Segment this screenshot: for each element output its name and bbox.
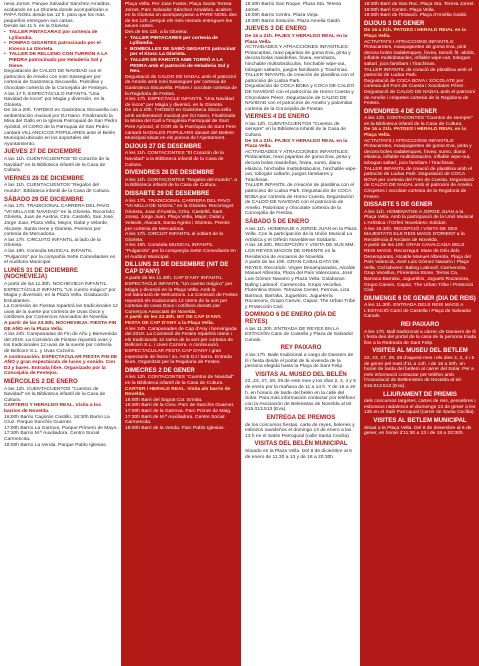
- event-text: A les 11h. CONTACONTES "Regalos del mundo". a la Biblioteca infantil de la Casa de Cultura.: [125, 177, 238, 189]
- activities-list: [4, 30, 118, 69]
- event-text: A las 19h. Comedia MUSICAL INFANTIL "Pulgarcito" por la compañía Sette Comediantes en el Auditorio Municipal.: [4, 248, 116, 266]
- event-text: De 16 a 21h. PATGES I HERALD REIAL en la Plaça Vella.: [364, 127, 466, 139]
- day-heading: JUEVES 3 DE ENERO: [245, 26, 307, 33]
- list-item: • POMPAS GIGANTES patrocinado por el Kiosco La Glorieta.: [9, 41, 118, 52]
- event-text: A les 19h. Comèdia MUSICAL INFANTIL "Pulgarcito" per la companyia Sette Comediants en el Auditori Municipal.: [125, 243, 236, 260]
- event-text: A les 17h. Ball tradicional a càrrec de Dansers de Ili i festa des del portal de la casa de la persona triada fins a la Redonda de Sant Felip.: [364, 329, 477, 346]
- event-text: A las 17h. Baile tradicional a cargo de Dansers de Ili i fiesta desde el portal de la vivienda de la persona elegida hasta la Plaça de Sant Felip.: [245, 353, 354, 370]
- day-heading: MIÉRCOLES 2 DE ENERO: [4, 379, 78, 385]
- event-text: TALLER INFANTIL de creació de plastilina amb el patrocini de Ludoa Park.: [364, 67, 472, 79]
- event-text: De 16 a 20h. TARDEO en Gastroteca Sisca vella amb ambientació musical per DJ Nano. Finalitzada la Missa del Gall a l'Església Parroquial de Sant Pere Apòstol, el COR de la Parròquia de Sant Pere cantarà NADALES POPULARS davant del Betlem Municipal situat en els porxos de l'Ajuntament.: [125, 108, 236, 142]
- day-heading: DIMECRES 2 DE GENER: [125, 367, 195, 374]
- event-text: TALLER INFANTIL de creación de plastilina con el patrocinio de Ludoa Park.: [245, 73, 355, 84]
- day-heading: DISSABTE 29 DE DESEMBRE: [125, 191, 210, 197]
- day-heading: SÁBADO 5 DE ENERO: [245, 218, 310, 225]
- event-text: Degustació de COCA BOVA I XOCOLATE per cortesia del Forn de Cuesta i Xocolates Pérez. Degustació de CALDO DE NADAL amb el patrocini de Amelio i crispetes cortesia de la Regidoria de Festes.: [364, 78, 475, 107]
- day-heading: DISSABTE 5 DE GENER: [364, 202, 433, 209]
- intro-text: Plaça Vella. Per Joan Fuster, Plaça Santa Teresa Jornet, Parc Salvador Sánchez Arnaldos, acaben en la Glorieta on acompanyaran a PARE NOEL des de les 12h. perquè els més menuts entreguen les seues cartes.: [125, 2, 237, 30]
- day-heading: DIUMENGE 6 DE GENER (DIA DE REIS): [364, 295, 476, 302]
- program-column-spanish-1: [0, 0, 121, 666]
- section-heading: REY PAIXARO: [280, 345, 322, 352]
- event-text: A partir de les 23.30h. NIT DE CAP D'ANY. FESTA DE CAP D'ANY a la Plaça Vella.: [125, 315, 222, 327]
- event-text: 16:30h Barri de la Creu. Parc de Sanchis Guarner.: [125, 403, 235, 409]
- section-heading: VISITES AL BETLEM MUNICIPAL: [373, 417, 467, 424]
- program-column-valencian-1: [121, 0, 241, 666]
- event-text: 16:00h Barri del Sagrat Cor. Ermita.: [125, 397, 203, 403]
- event-text: A les 17h. TRADICIONAL CARRERA DEL PAVO "VII MILLA DE NADAL" en la Glorieta. Recorregut: Glorieta, Joan d'Àustria, Crtra. Castelló, Sant Josep, Jorge Juan, Plaça Vella, Major, Dalat y Velarde, Alacant, Santa Agnès i Glorieta. Premis per cortesia de Mercadona.: [125, 198, 235, 232]
- event-text: 18:30h Barrio San Roque. Plaza Sta. Teresa Jornet.: [245, 2, 342, 13]
- event-text: A partir de las 11.30h. NOCHEVIEJA INFANTIL. ESPECTÁCULO INFANTIL "Un cuento mágico" por Magia y diversión, en la Plaza Vella. Graduación Estudiantes.: [4, 281, 116, 304]
- event-text: A continuación, ESPECTACULAR FIESTA FIN DE AÑO y gran espectáculo de luces y sonido. Con DJ y bares. Entrada libre. Organizado por la Concejalía de Festejos.: [4, 354, 118, 377]
- event-text: A las 17 h. ESPECTÁCULO INFANTIL "Una Navidad de locos" por Magia y diversión, en la Glorieta.: [4, 91, 105, 108]
- event-text: A las 11h. CUENTACUENTOS "Regalos del mundo". Biblioteca infantil de la Casa de Cultura.: [4, 183, 111, 194]
- event-text: de los concursos fiestas, carta de reyes, belenes y esbozos navideños el domingo 13 de enero a las 13 h en el Salón Parroquial (calle Santa Cecilia).: [245, 422, 355, 439]
- event-text: De 16 a 21h. PAJES Y HERALDO REAL en la Plaza Vella.: [245, 33, 348, 45]
- event-text: A las 12h. CUENTACUENTOS "Cuentos de Navidad" en la Biblioteca infantil de la Casa de Cultura.: [4, 386, 106, 403]
- day-heading: LUNES 31 DE DICIEMBRE (NOCHEVIEJA): [4, 267, 79, 281]
- event-text: A partir de las 19h. GRAN CABALGATA DE REYES. Recorrido: Virgen Desamparados, Alcalde Manuel Alberola, Plaza del País Valenciano, José Luis Gómez Navarro y Plaza Vella. Colaboran: Baling Latinoof, Carmencita, Grupo Vecellus, Florentina Stone, Terrazas Center, Ferrova, Liza Barraca, Barraka, Juguetilos, Juguetería Rocamora, Grupo Canvin, Capaz, The Urban Tribe y Protección Civil.: [245, 260, 356, 310]
- event-text: De 16 a 21h. PAJES Y HERALDO REAL en la Plaza Vella.: [245, 138, 348, 150]
- event-text: 18:00h Barri de la Venda. Parc Pablo Iglesias.: [125, 425, 225, 431]
- event-text: 18:00h Barrio La Venda. Parque Pablo Iglesias.: [4, 442, 108, 448]
- event-text: A les 12h. CONTACONTES "Cuentos de Navidad" en la Biblioteca infantil de la Casa de Cultura.: [125, 375, 235, 386]
- day-heading: DIVENDRES 4 DE GENER: [364, 108, 438, 115]
- event-text: A les 17h. CIRCUIT INFANTIL al voltant de la Glorieta.: [125, 232, 224, 243]
- day-heading: DIJOUS 3 DE GENER: [364, 20, 425, 27]
- event-text: CARTER I HERALD REAL. Visita als barris de Novelda.: [125, 386, 231, 398]
- event-text: A les 11h. HOMENATGE A JORGE JUAN a la Plaça Vella. Amb la participació de la Unió Musical L'Artística i l'Orfeó Noveldenc Solidari.: [364, 209, 474, 226]
- section-heading: REI PAIXARO: [400, 322, 440, 329]
- event-text: A las 12h. CUENTACUENTOS "Cuentos de siempre" en la Biblioteca Infantil de la Casa de Cultura.: [245, 121, 346, 139]
- event-text: Degustación de COCA BOBA y COCA DE CALDO DE NAVIDAD con el patrocinio de Horno Cuesta y Chocolates Pérez. Degustación de CALDO DE NAVIDAD con el patrocinio de Amelio y palomitas cortesía de la Concejalía de Fiestas.: [245, 84, 355, 112]
- event-text: A les 18.30h. RECEPCIÓ I VISITA DE SES MAJESTATS ELS REIS MAGS D'ORIENT a la Residència d'Ancians de Novelda.: [364, 226, 465, 243]
- day-heading: DILLUNS 31 DE DESEMBRE (NIT DE CAP D'ANY): [125, 262, 229, 275]
- event-text: A las 11h. HOMENAJE A JORGE JUAN en la Plaza Vella. Con la participación de la Unión Musical La Artística y el Orfeón Noveldense Solidario.: [245, 226, 357, 243]
- event-text: ACTIVITATS I ATRACCIONS INFANTILS: Pintacaretes, maxipajaretes de goma Eva, pinti decora boles nadalenques, fovea, tamoll, fit ·abòlic, inflable multiobstacles, inflable wipe-out, tobogan saltarí, jocs familiars i Tirachinas.: [364, 39, 476, 67]
- intro-text: nesa Jornet. Parque Salvador Sánchez Arnaldos, acabando en La Glorieta donde acompañarán a PAPÁ NOEL desde las 12 h. para que los más pequeños entreguen sus cartas.: [4, 2, 111, 24]
- event-text: TALLER INFANTIL de creación de plastilina con el patrocinio de Ludoa Park. Degustación de COCA BOBA por cortesía de Horno Cuesta. Degustación de CALDO DE NAVIDAD con el patrocinio de Amelio. Palomitas y chocolate cortesía de la Concejalía de Fiestas.: [245, 183, 355, 217]
- list-item: • TALLER PINTACARES per cortesia de Lylilandia.: [130, 36, 238, 47]
- section-heading: ENTREGA DE PREMIOS: [266, 414, 336, 421]
- program-column-valencian-2: [360, 0, 479, 666]
- event-text: 17:30h Barri de M.ª Auxiliadora. Centre Social Carmencita.: [125, 414, 225, 426]
- event-text: A les 11h. CONTACONTES "El Corazón de la Navidad" a la Biblioteca infantil de la Casa de Cultura.: [125, 151, 224, 168]
- event-text: A las 17h. CIRCUITO INFANTIL al lado de la Glorieta.: [4, 237, 101, 249]
- event-text: A las 18.30h. RECEPCIÓN Y VISITA DE SUS MM. LOS REYES MAGOS DE ORIENTE en la Residencia de Ancianos de Novelda.: [245, 243, 355, 260]
- event-text: A las 24h. Campanadas de Fin de Año y Bienvenida del 2019. La Comisión de Fiestas repartirá uvas y los tradicionales 12 uvas de la suerte por cortesía de Bellcorn S.L. y Uvas Cozorra.: [4, 332, 117, 355]
- event-text: A partir de les 11.30h. CAP D'ANY INFANTIL. ESPECTACLE INFANTIL "Un cuento mágico" per Màgia y diversió en la Plaça Vella. Amb la col·laboració de Welcotrons. La Comissió de Festes repartirà els tradicionals 12 raïms de la sort per cortesia de Uvas Doce i cotillons donats per Comerços Associats de Novelda.: [125, 276, 238, 315]
- event-text: 19:30h Barri de l'Estació. Plaça d'Amèlia Galdó.: [364, 13, 468, 19]
- day-heading: SÁBADO 29 DE DICIEMBRE: [4, 196, 84, 203]
- event-text: Situat a la Plaça Vella. Del 8 de desembre al 6 de gener, en horari d'11:30 a 13 i de 18 a 20:30h.: [364, 425, 472, 437]
- day-heading: DIVENDRES 28 DE DESEMBRE: [125, 170, 215, 177]
- event-text: TALLER INFANTIL de creació de plastilina amb el patrocini de Ludoa Park. Degustació de COCA BOVA per cortesia del Forn de Cuesta. Degustació de CALDO DE NADAL amb el patrocini de Amelio. Crispetes i xocolate cortesia de la Regidoria de Festes.: [364, 166, 475, 200]
- event-text: A las 11h. CUENTACUENTOS "El Corazón de la Navidad" en la Biblioteca infantil de la Casa de Cultura.: [4, 157, 110, 174]
- event-text: 19:00h Barrio Centro. Plaza Vieja.: [245, 13, 319, 19]
- day-heading: JUEVES 27 DE DICIEMBRE: [4, 149, 82, 156]
- section-heading: LLIURAMENT DE PREMIS: [383, 391, 457, 398]
- event-text: dels concursos targetes, cartes de reis, pessebres i esbossos nadalencs el diumenge 13 de gener a les 13h en el Saló Parroquial (carrer de Santa Cecília).: [364, 399, 476, 416]
- event-text: 19:00h Barri Centre. Plaça Vella.: [364, 7, 435, 13]
- list-item: • TALLER PINTACARAS por cortesía de Lylilandia.: [9, 30, 118, 41]
- event-text: 17:00h Barrio La Garrova. Parque Primero de Mayo.: [4, 425, 118, 431]
- day-heading: DIJOUS 27 DE DESEMBRE: [125, 143, 202, 150]
- list-item: • TALLER DE RELLENO CON TURRÓN A LA PIEDRA patrocinado por Heladería Sol y Nieve.: [9, 52, 118, 69]
- event-text: 16:00h Barrio Cagorán Castillo. 16:30h Barrio La Cruz. Parque Sanchís Guarner.: [4, 414, 110, 426]
- event-text: A las 17h. TRADICIONAL CARRERA DEL PAVO "VII MILLA DE NAVIDAD" en la Glorieta. Recorrido: Glorieta, Juan de Austria, Ctra. Castelló, San José, Jorge Juan, Plaza Vella, Mayor, Dalat y Velarde, Alicante, Santa Irene y Glorieta. Premios por cortesía de Mercadona.: [4, 204, 116, 238]
- section-heading: VISITAS AL MUSEO DEL BELÉN: [255, 371, 347, 378]
- program-column-spanish-2: [241, 0, 360, 666]
- event-text: 22, 23, 27, 28, 29 de este mes y los días 2, 3, 4 y 5 de enero por la mañana de 11 a 14 h. Y de 16 a 20 h. en horario de tarde del belén en la calle del Solar. Para más información contactar por teléfono con la Asociación de Belenistas de Novelda al tel. 615.013.513 (Eva).: [245, 379, 356, 413]
- event-text: 19:30h Barrio Estación. Plaza Amelia Galdó.: [245, 18, 342, 24]
- intro-subtitle: Des de les 11h. a la Glorieta:: [125, 29, 188, 35]
- event-text: A las 11.30h. ENTRADA DE REYES EN LA ESTACIÓN Cami de Castella y Plaza de Salvador Canals.: [245, 326, 354, 343]
- day-heading: VIERNES 28 DE DICIEMBRE: [4, 175, 85, 182]
- event-text: CARTERO Y HERALDO REAL. Visita a los barrios de Novelda.: [4, 403, 102, 414]
- day-heading: VIERNES 4 DE ENERO: [245, 114, 310, 121]
- event-text: 18:30h Barri de San Roc. Plaça Sta. Teresa Jornet.: [364, 2, 475, 7]
- day-heading: DOMINGO 6 DE ENERO (DÍA DE REYES): [245, 312, 337, 326]
- section-heading: VISITAS DEL BELÉN MUNICIPAL: [254, 441, 348, 448]
- event-text: Degustación de CALDO DE NAVIDAD con el patrocinio de Amelio con mini Sasseguer por cortesía de Gastroteca Siscavella. Pulmillas y chocolate cortesía de la Concejalía de Festejos.: [4, 69, 109, 91]
- event-text: A les 12h. CONTACONTES "Cuentos de siempre" en la Biblioteca infantil de la Casa de Cultura.: [364, 116, 473, 127]
- event-text: A les 17h. ESPECTACLE INFANTIL "Una Navidad de locos" per Màgia y diversió, en la Glorieta.: [125, 97, 234, 108]
- event-text: 17:30h Barrio M.ª Auxiliadora. Centro Social Carmencita.: [4, 431, 100, 442]
- event-text: Degustació de CALDO DE NADAL amb el patrocini de Amelio amb mini Sasseguer per cortesia de Gastroteca Siscavella. Pilotes i xocolate cortesia de la Regidoria de Festes.: [125, 74, 237, 97]
- event-text: A les 24h. Campanades de Cap d'Any i benvinguda del 2019. La Comissió de Festes repartirà raïms i els tradicionals 12 raïms de la sort per cortesia de Bellcorn S.L. i Uves Cozorra. A continuació, ESPECTACULAR FESTA CAP D'ANY i gran espectacle de llums i so. Amb DJ i barra. Entrada lliure. Organitzat per la Regidoria de Festes.: [125, 326, 237, 366]
- activities-list: [125, 36, 238, 75]
- event-text: 17:00h Barri de la Garrova. Parc Primer de Maig.: [125, 408, 232, 414]
- event-text: A partir de les 19h. GRAN CAVALCADA DELS REIS MAGS. Recorregut: Mare de Déu dels Desemparats, Alcalde Manuel Alberola, Plaça del País Valencià, José Luis Gómez Navarro i Plaça Vella. Col·laboren: Baling Latinoof, Carmencita, Grup Vecellus, Florentina Stone, Terras Ca, Barraca Barraka, Juguetilos, Joguets Rocamora, Grupo Canvin, Capaz, The Urban Tribe i Protecció Civil.: [364, 243, 474, 294]
- list-item: • TALLER DE FARCITS AMB TORRÓ A LA PEDRA amb el patrocini de Heladeria Sol y Neu.: [130, 58, 238, 75]
- event-text: La Comisión de Fiestas repartirá las tradicionales 12 uvas de la suerte por cortesía de Uvas Doce y cotillones por Comercios Asociados de Novelda.: [4, 304, 118, 321]
- event-text: ACTIVITATS I ATRACCIONS INFANTILS: Pintacaretes, maxipajaretes de goma Eva, pinta y decora boles nadalenques, fovea, sumo, diana elàstica, inflable multiobstacles, inflable wipe-out, tobogan saltarí, jocs familiars i Tirachinas.: [364, 138, 472, 167]
- event-text: De 16 a 21h. PATGES I HERALD REIAL en la Plaça Vella.: [364, 28, 466, 39]
- event-text: ACTIVIDADES Y ATRACCIONES INFANTILES: Pintacaritas, maxi pajaritas de goma Eva, pinta y decora bolas navideñas, fovea, servitiaza, hinchable multiobstáculos, hinchable wipe-out, tobogán saltarín, juegos familiares y Tirachinas.: [245, 45, 351, 73]
- event-text: Situado en la Plaza Vella. Del 8 de diciembre al 6 de enero de 11:30 a 13 y de 18 a 20:30h.: [245, 448, 352, 460]
- section-heading: VISITES AL MUSEU DEL BETLEM: [372, 348, 468, 355]
- event-text: De 16 a 20h. TARDEO en Gastroteca Siscavella con ambientación musical por DJ Nano. Finalizando la Misa del Gallo en la Iglesia Parroquial de San Pedro Apóstol, el CORO de la Parroquia de San Pedro cantará VILLANCICOS POPULARES ante el Belén Municipal ubicado en los soportales del Ayuntamiento.: [4, 108, 118, 147]
- event-text: ACTIVIDADES Y ATRACCIONES INFANTILES: Pintacaritas, maxi pajaritas de goma Eva, pinta y decora bolas navideñas, fovea, sumo, diana elástica, hinchable multiobstáculos, hinchable wipe-out, tobogán saltarín, juegos familiares y Tirachinas.: [245, 149, 358, 183]
- event-text: A les 11.30h. ENTRADA DELS REIS MAGS A L'ESTACIÓ Camí de Castella i Plaça de Salvador Canals.: [364, 303, 472, 320]
- event-text: 22, 23, 27, 28, 29 d'aquest mes i els dies 2, 3, 4 i 5 de gener pel matí d'11 a 14h. i de 16 a 20h. en horari de tarda del betlem al carrer del Solar. Per a més informació contactar per telèfon amb l'Associació de Betlemistes de Novelda al tel. 615.013.513 (Eva).: [364, 356, 475, 389]
- list-item: • BOMBOLLES DE SABÓ GEGANTS patrocinat per el Kiosc La Glorieta.: [130, 47, 238, 58]
- intro-subtitle: Desde las 11 h. en la Glorieta:: [4, 24, 70, 30]
- event-text: A partir de las 23.30h. NOCHEVIEJA. FIESTA FIN DE AÑO en la Plaza Vella.: [4, 321, 117, 332]
